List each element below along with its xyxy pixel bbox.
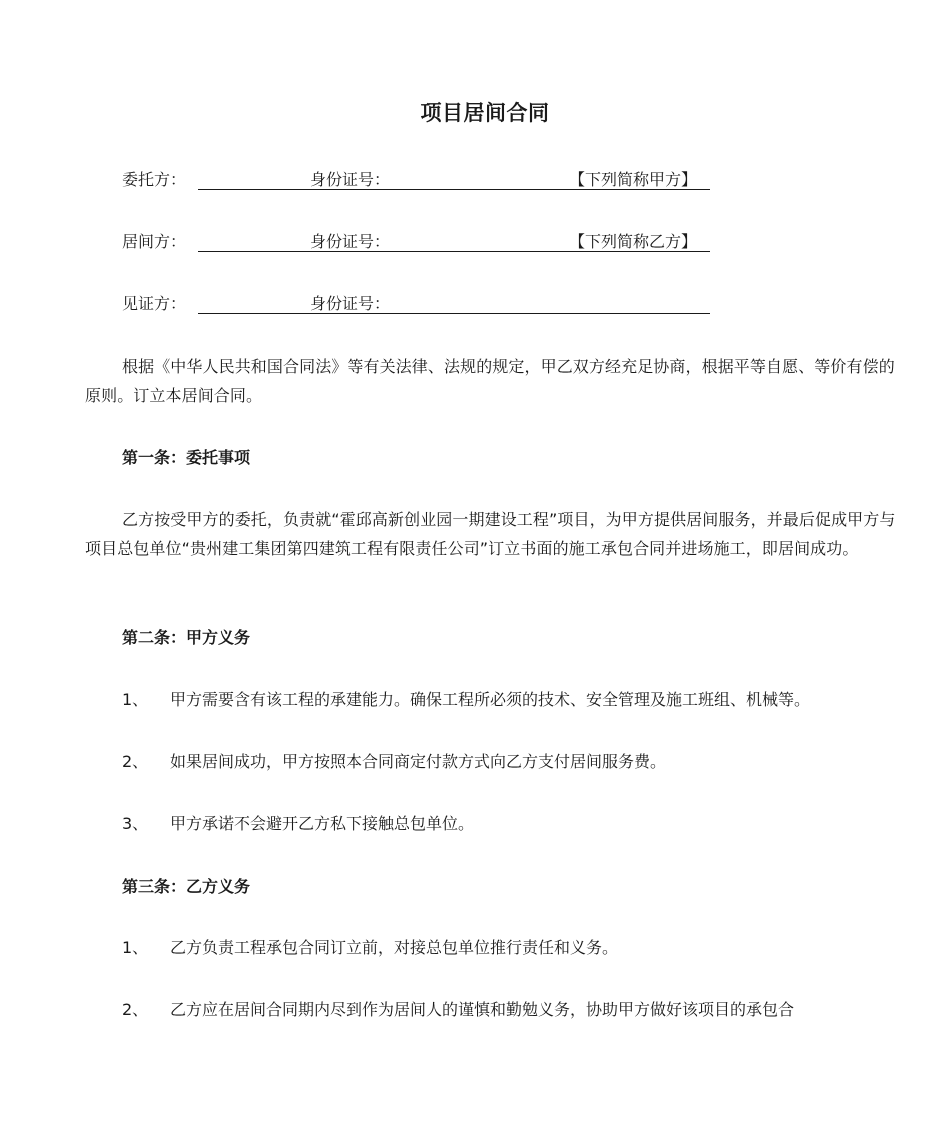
id-number-label: 身份证号： — [310, 232, 391, 251]
list-item-number: 1、 — [122, 690, 149, 709]
article-1-text: 乙方按受甲方的委托，负责就“霍邱高新创业园一期建设工程”项目，为甲方提供居间服务，并最后促成甲方与项目总包单位“贵州建工集团第四建筑工程有限责任公司”订立书面的施工承包合同并进场施工，即居间成功。 — [85, 510, 896, 558]
list-item-text: 乙方负责工程承包合同订立前，对接总包单位推行责任和义务。 — [170, 938, 619, 957]
id-number-label: 身份证号： — [310, 294, 391, 313]
list-item-text: 甲方需要含有该工程的承建能力。确保工程所必须的技术、安全管理及施工班组、机械等。 — [170, 690, 811, 709]
id-number-label: 身份证号： — [310, 170, 391, 189]
list-item-text: 如果居间成功，甲方按照本合同商定付款方式向乙方支付居间服务费。 — [170, 752, 667, 771]
list-item-text: 甲方承诺不会避开乙方私下接触总包单位。 — [170, 814, 475, 833]
signature-underline — [198, 313, 710, 314]
article-3-heading: 第三条：乙方义务 — [122, 877, 251, 896]
list-item-number: 1、 — [122, 938, 149, 957]
party-label: 居间方： — [122, 232, 187, 251]
intro-paragraph: 根据《中华人民共和国合同法》等有关法律、法规的规定，甲乙双方经充足协商，根据平等自愿、等价有偿的原则。订立本居间合同。 — [85, 357, 895, 405]
party-label: 见证方： — [122, 294, 187, 313]
list-item-number: 2、 — [122, 1000, 149, 1019]
party-abbreviation-note: 【下列简称乙方】 — [569, 232, 698, 251]
list-item-number: 2、 — [122, 752, 149, 771]
document-title: 项目居间合同 — [420, 101, 550, 125]
list-item-number: 3、 — [122, 814, 149, 833]
list-item-text: 乙方应在居间合同期内尽到作为居间人的谨慎和勤勉义务，协助甲方做好该项目的承包合 — [170, 1000, 795, 1019]
party-abbreviation-note: 【下列简称甲方】 — [569, 170, 698, 189]
article-1-heading: 第一条：委托事项 — [122, 448, 251, 467]
party-row-client — [122, 168, 722, 192]
party-row-intermediary — [122, 230, 722, 254]
party-row-witness — [122, 292, 722, 316]
article-2-heading: 第二条：甲方义务 — [122, 628, 251, 647]
party-label: 委托方： — [122, 170, 187, 189]
